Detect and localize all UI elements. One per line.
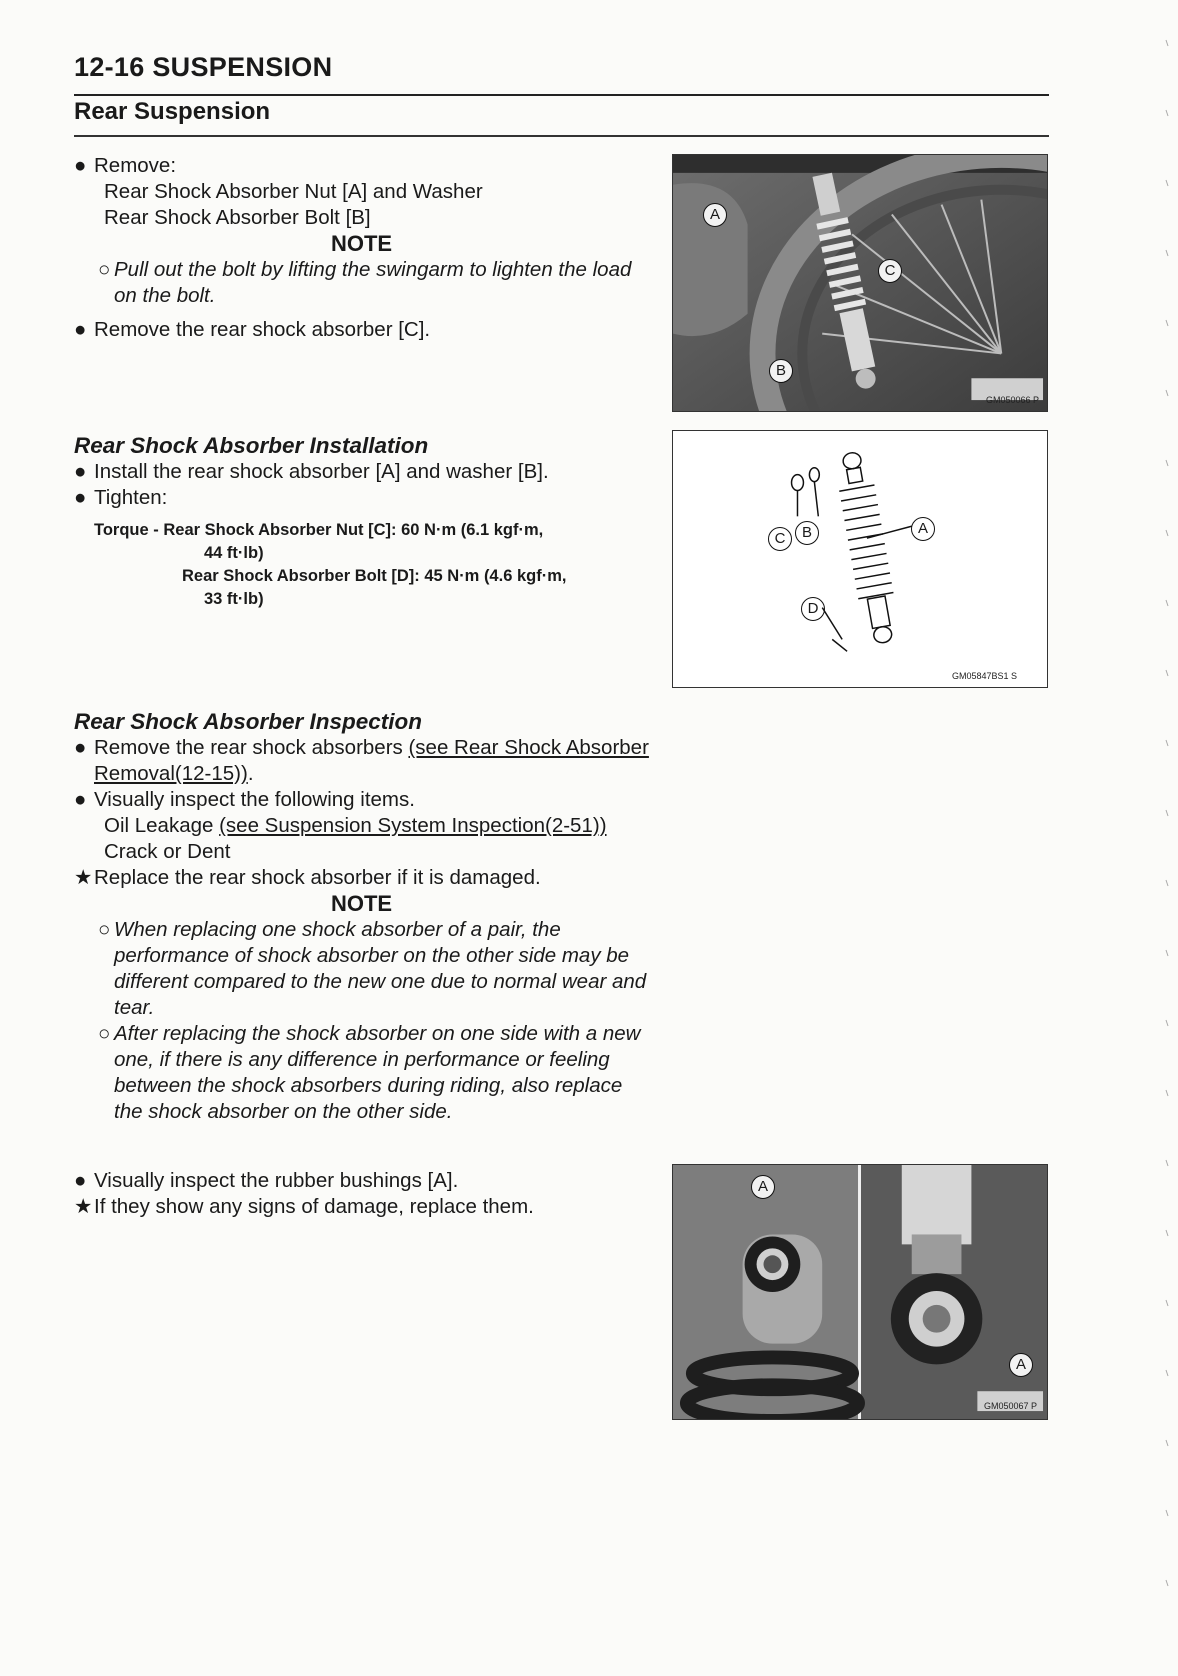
figure-shock-diagram xyxy=(672,430,1048,688)
inspection-note-heading: NOTE xyxy=(330,891,393,916)
installation-bullet-2: ● Tighten: xyxy=(74,486,168,509)
removal-item-nut: Rear Shock Absorber Nut [A] and Washer xyxy=(104,180,483,203)
torque-line-1: Torque - Rear Shock Absorber Nut [C]: 60 N·m (6.1 kgf·m, xyxy=(94,521,544,539)
inspection-bullet-1: ● Remove the rear shock absorbers (see Rear Shock Absorber Removal(12-15)). xyxy=(74,736,649,785)
torque-line-2: 44 ft·lb) xyxy=(204,544,264,562)
installation-section xyxy=(74,433,649,611)
callout-c: C xyxy=(768,527,792,551)
inspection-star-1: ★Replace the rear shock absorber if it is damaged. xyxy=(74,866,541,889)
callout-a: A xyxy=(911,517,935,541)
bushing-section xyxy=(74,1168,649,1220)
torque-spec xyxy=(74,519,649,611)
installation-heading: Rear Shock Absorber Installation xyxy=(74,433,429,458)
inspection-item-oil: Oil Leakage (see Suspension System Inspection(2-51)) xyxy=(104,814,607,837)
callout-b: B xyxy=(769,359,793,383)
removal-bullet: ● Remove: xyxy=(74,154,177,177)
page-title: 12-16 SUSPENSION xyxy=(74,52,333,82)
callout-b: B xyxy=(795,521,819,545)
callout-d: D xyxy=(801,597,825,621)
inspection-star-2: ★If they show any signs of damage, replace them. xyxy=(74,1195,534,1218)
suspension-inspection-link[interactable]: (see Suspension System Inspection(2-51)) xyxy=(219,814,607,837)
figure-code: GM050066 P xyxy=(985,395,1039,405)
note-heading: NOTE xyxy=(330,231,393,256)
inspection-item-crack: Crack or Dent xyxy=(104,840,231,863)
torque-line-3: Rear Shock Absorber Bolt [D]: 45 N·m (4.6 kgf·m, xyxy=(182,567,567,585)
removal-section xyxy=(74,153,649,343)
callout-a: A xyxy=(751,1175,775,1199)
removal-note: ○ Pull out the bolt by lifting the swingarm to lighten the load on the bolt. xyxy=(98,258,632,307)
callout-c: C xyxy=(878,259,902,283)
torque-line-4: 33 ft·lb) xyxy=(204,590,264,608)
removal-reference-link[interactable]: (see Rear Shock Absorber Removal(12-15)) xyxy=(94,736,649,785)
callout-a: A xyxy=(1009,1353,1033,1377)
figure-code: GM050067 P xyxy=(983,1401,1037,1411)
inspection-note-2: ○ After replacing the shock absorber on one side with a new one, if there is any difference in performance or feeling between the shock absorbers during riding, also replace the shock absorber on the other side. xyxy=(98,1022,641,1123)
page-binding-edge xyxy=(1154,0,1178,1676)
inspection-section xyxy=(74,709,649,1125)
section-title: Rear Suspension xyxy=(74,98,271,125)
inspection-heading: Rear Shock Absorber Inspection xyxy=(74,709,423,734)
installation-bullet-1: ● Install the rear shock absorber [A] and washer [B]. xyxy=(74,460,549,483)
inspection-bullet-3: ● Visually inspect the rubber bushings [A]. xyxy=(74,1169,459,1192)
figure-rear-shock-photo xyxy=(672,154,1048,412)
figure-code: GM05847BS1 S xyxy=(951,671,1017,681)
inspection-note-1: ○ When replacing one shock absorber of a pair, the performance of shock absorber on the other side may be different compared to the new one due to normal wear and tear. xyxy=(98,918,647,1019)
header-rule xyxy=(74,94,1049,96)
removal-bullet-2: ● Remove the rear shock absorber [C]. xyxy=(74,318,431,341)
inspection-bullet-2: ● Visually inspect the following items. xyxy=(74,788,415,811)
figure-bushing-photo xyxy=(672,1164,1048,1420)
header-rule-lower xyxy=(74,135,1049,137)
removal-item-bolt: Rear Shock Absorber Bolt [B] xyxy=(104,206,371,229)
callout-a: A xyxy=(703,203,727,227)
